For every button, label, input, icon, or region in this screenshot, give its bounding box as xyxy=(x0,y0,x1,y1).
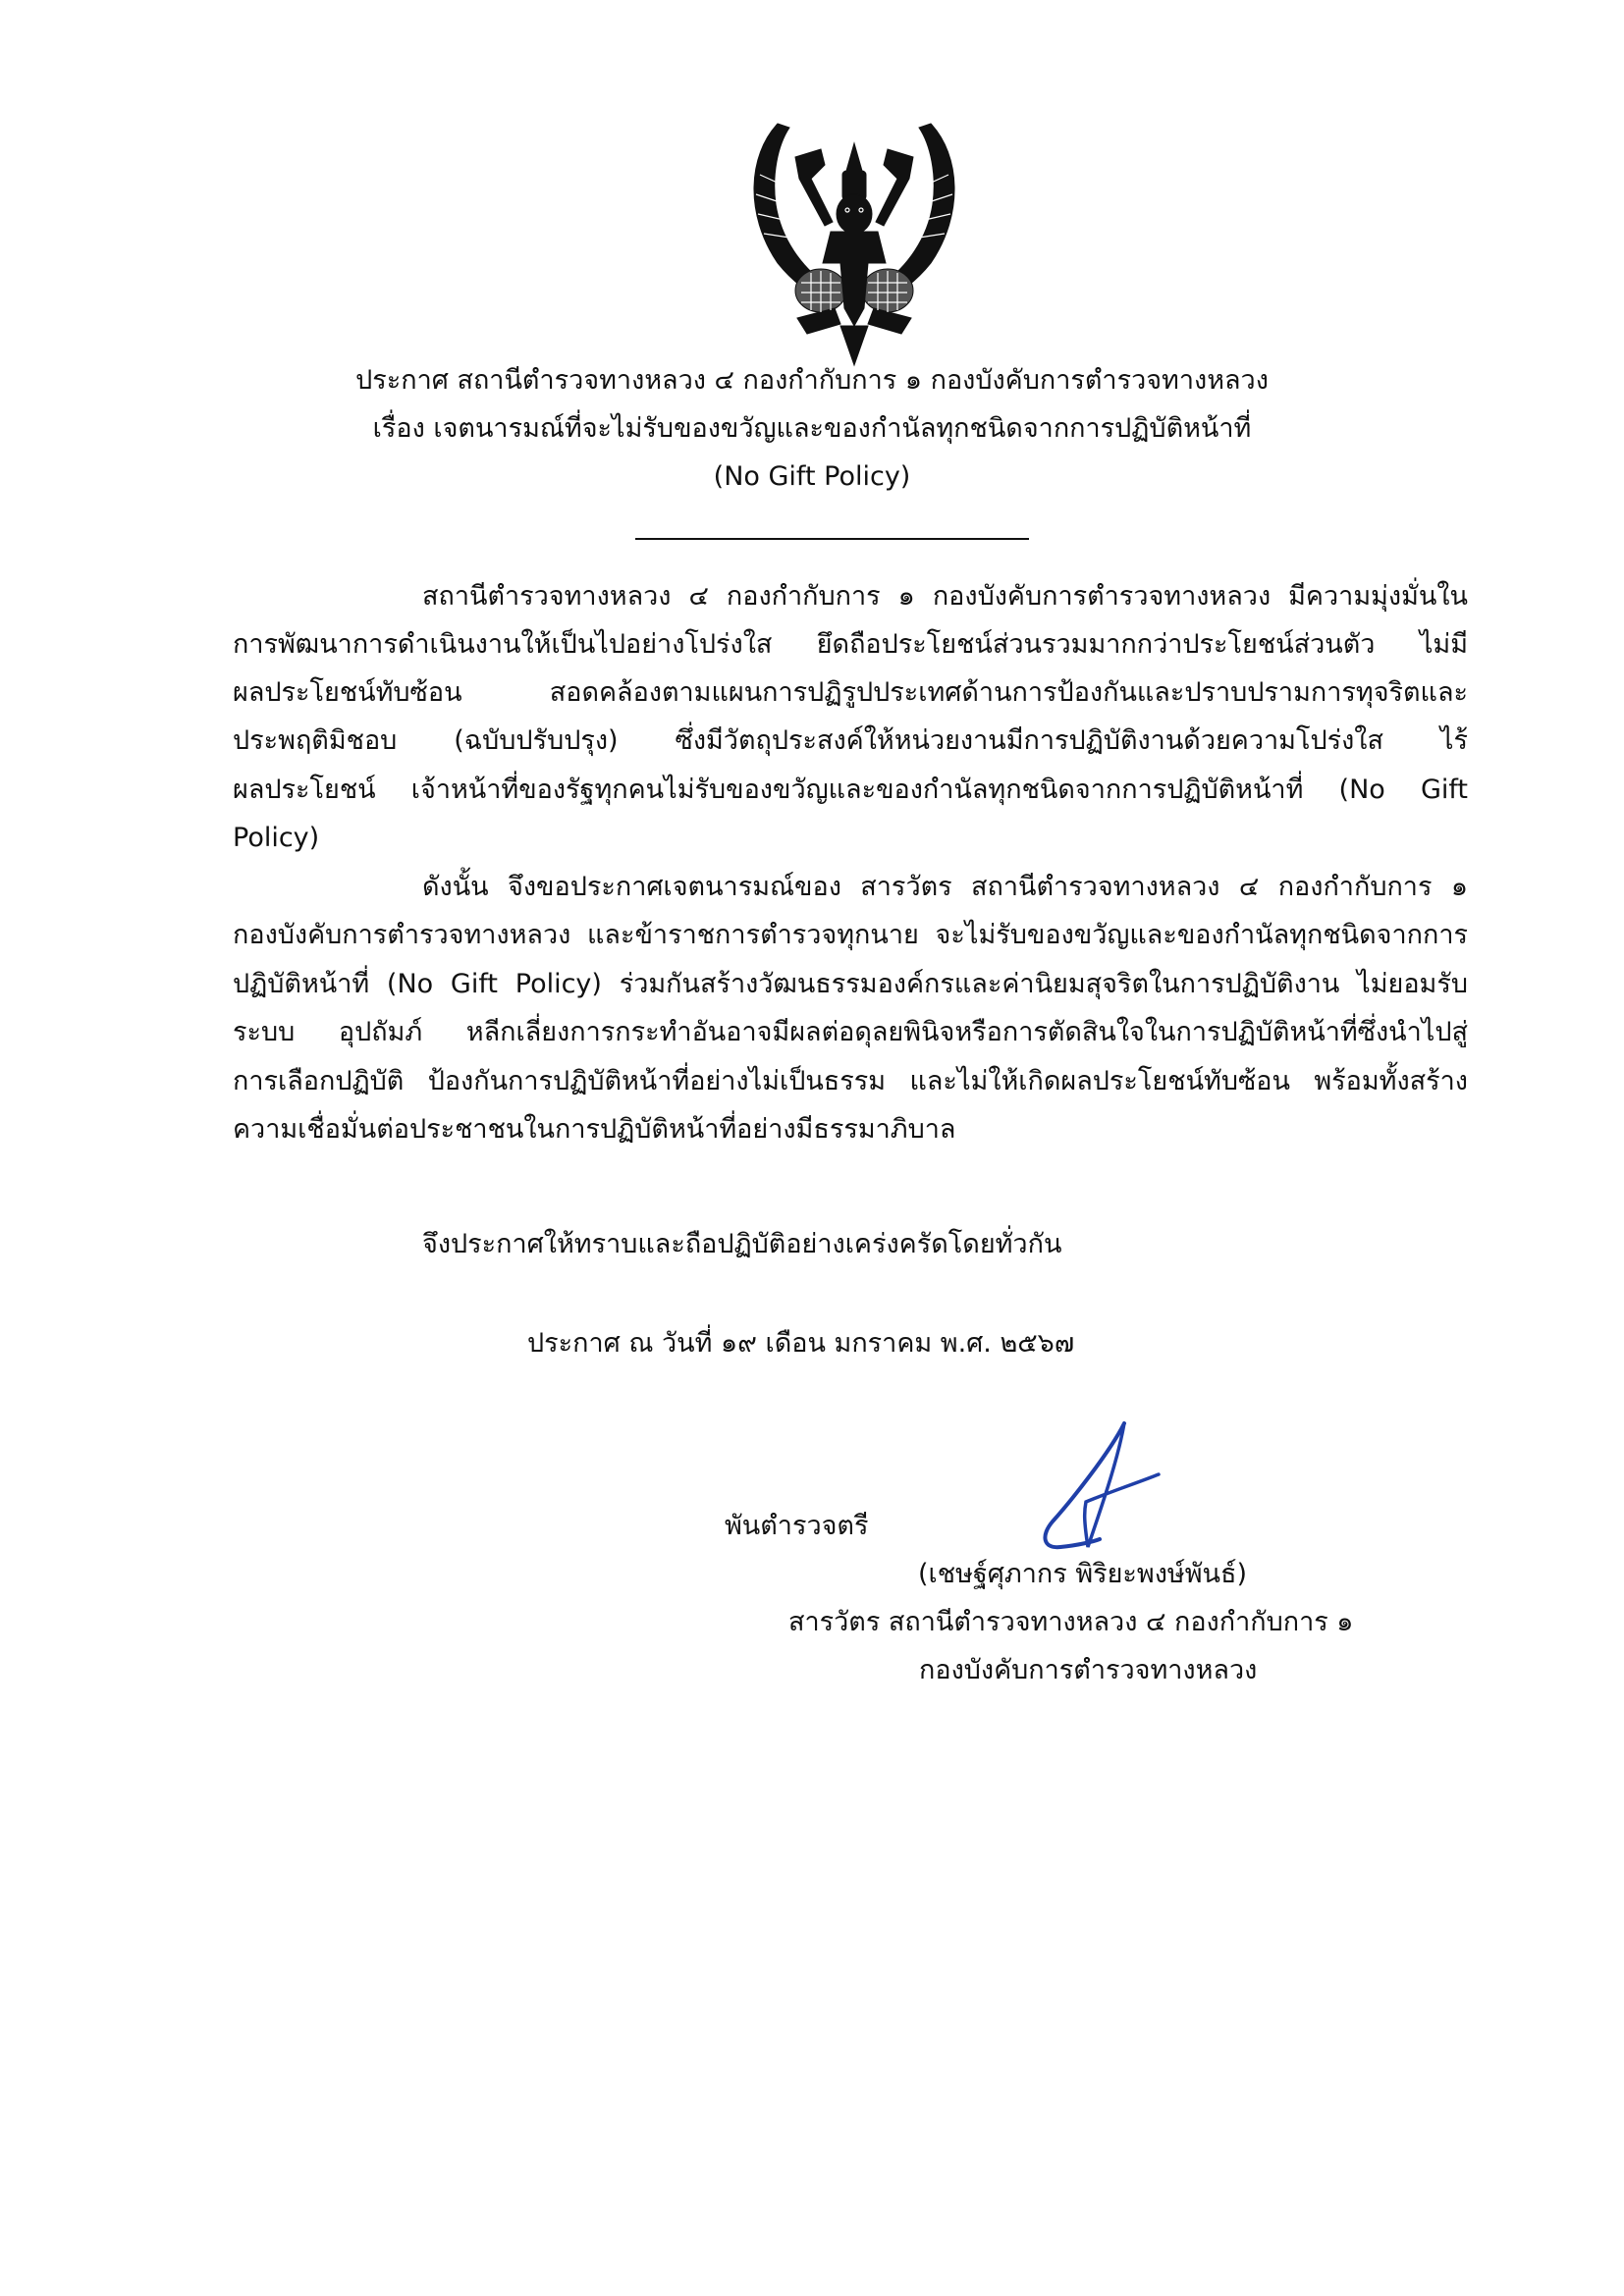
paragraph-line: ปฏิบัติหน้าที่ (No Gift Policy) ร่วมกันสร้างวัฒนธรรมองค์กรและค่านิยมสุจริตในการปฏิบัติงาน ไม่ยอมรับ xyxy=(233,969,1468,999)
announcement-title: ประกาศ สถานีตำรวจทางหลวง ๔ กองกำกับการ ๑ กองบังคับการตำรวจทางหลวง xyxy=(355,365,1269,396)
paragraph-line: ผลประโยชน์ เจ้าหน้าที่ของรัฐทุกคนไม่รับของขวัญและของกำนัลทุกชนิดจากการปฏิบัติหน้าที่ (No Gift xyxy=(233,774,1468,805)
subject-english: (No Gift Policy) xyxy=(713,461,911,492)
signatory-position: สารวัตร สถานีตำรวจทางหลวง ๔ กองกำกับการ ๑ xyxy=(788,1607,1354,1637)
closing-statement: จึงประกาศให้ทราบและถือปฏิบัติอย่างเคร่งครัดโดยทั่วกัน xyxy=(422,1229,1062,1259)
paragraph-line: ความเชื่อมั่นต่อประชาชนในการปฏิบัติหน้าที่อย่างมีธรรมาภิบาล xyxy=(233,1114,956,1145)
paragraph-line: การพัฒนาการดำเนินงานให้เป็นไปอย่างโปร่งใส ยึดถือประโยชน์ส่วนรวมมากกว่าประโยชน์ส่วนตัว ไม่มี xyxy=(233,629,1468,660)
paragraph-line: ประพฤติมิชอบ (ฉบับปรับปรุง) ซึ่งมีวัตถุประสงค์ให้หน่วยงานมีการปฏิบัติงานด้วยความโปร่งใส ไร้ xyxy=(233,725,1468,756)
signatory-organization: กองบังคับการตำรวจทางหลวง xyxy=(919,1655,1258,1685)
garuda-emblem-icon xyxy=(738,116,970,367)
paragraph-line: สถานีตำรวจทางหลวง ๔ กองกำกับการ ๑ กองบังคับการตำรวจทางหลวง มีความมุ่งมั่นใน xyxy=(422,581,1468,612)
paragraph-line: ดังนั้น จึงขอประกาศเจตนารมณ์ของ สารวัตร สถานีตำรวจทางหลวง ๔ กองกำกับการ ๑ xyxy=(422,872,1468,902)
signatory-rank: พันตำรวจตรี xyxy=(725,1511,869,1541)
signature-icon xyxy=(1001,1414,1168,1561)
announcement-date: ประกาศ ณ วันที่ ๑๙ เดือน มกราคม พ.ศ. ๒๕๖๗ xyxy=(527,1328,1075,1359)
header-divider xyxy=(635,538,1029,540)
paragraph-line: Policy) xyxy=(233,823,320,853)
subject-line: เรื่อง เจตนารมณ์ที่จะไม่รับของขวัญและของกำนัลทุกชนิดจากการปฏิบัติหน้าที่ xyxy=(372,413,1252,444)
paragraph-line: ผลประโยชน์ทับซ้อน สอดคล้องตามแผนการปฏิรูปประเทศด้านการป้องกันและปราบปรามการทุจริตและ xyxy=(233,677,1468,708)
paragraph-line: การเลือกปฏิบัติ ป้องกันการปฏิบัติหน้าที่อย่างไม่เป็นธรรม และไม่ให้เกิดผลประโยชน์ทับซ้อน พร้อมทั้งสร้าง xyxy=(233,1066,1468,1096)
paragraph-line: กองบังคับการตำรวจทางหลวง และข้าราชการตำรวจทุกนาย จะไม่รับของขวัญและของกำนัลทุกชนิดจากการ xyxy=(233,920,1468,950)
signatory-name: (เชษฐ์ศุภากร พิริยะพงษ์พันธ์) xyxy=(918,1559,1247,1589)
paragraph-line: ระบบ อุปถัมภ์ หลีกเลี่ยงการกระทำอันอาจมีผลต่อดุลยพินิจหรือการตัดสินใจในการปฏิบัติหน้าที่ซึ่งนำไปสู่ xyxy=(233,1017,1468,1047)
